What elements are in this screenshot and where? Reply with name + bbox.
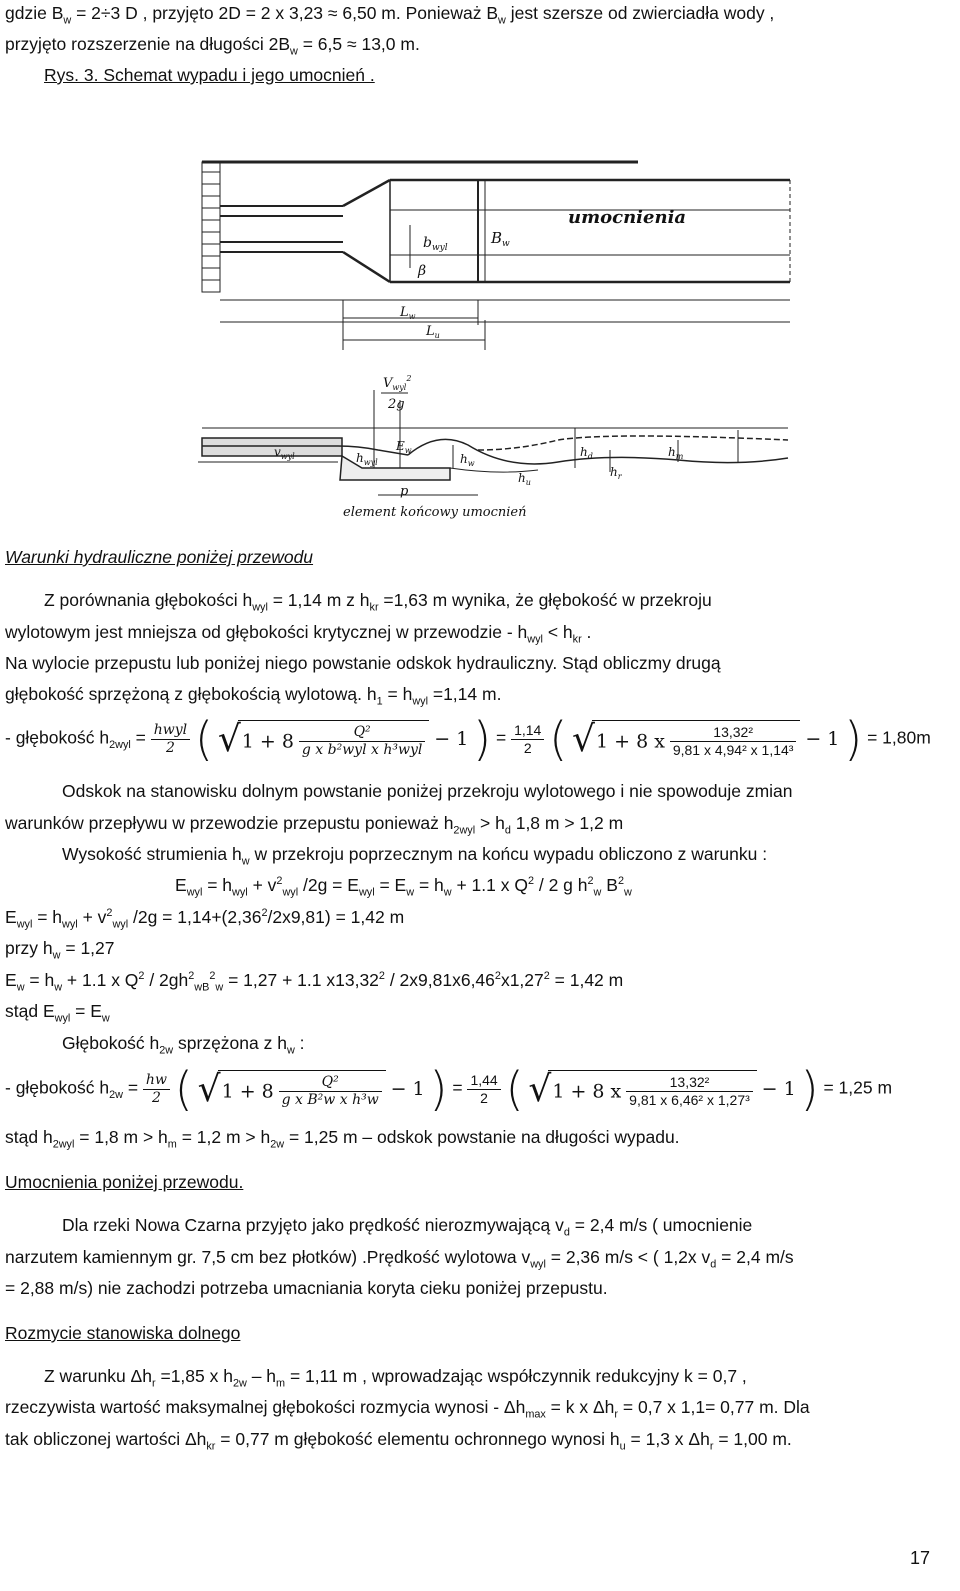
p5-line-3: tak obliczonej wartości $\Delta h_{kr} = 0,77$ m głębokość elementu ochronnego wynosi $h_u = 1,3$ x $\Delta h_r = 1,00$ m. <box>5 1429 792 1453</box>
equation-h2wyl: - głębokość $h_{2wyl}$ = $\frac{\text{hwyl}}{2}$ ( √1 + 8 $\frac{\text{Q²}}{\text{g x b²wyl x h³wyl}}$ − 1 ) = $\frac{1,14}{2}$ ( √1 + 8 x $\frac{\text{13,32²}}{\text{9,81 x 4,94² x 1,14³}}$ − 1 ) = 1,80m <box>5 712 931 766</box>
p1-line-3: Na wylocie przepustu lub poniżej niego powstanie odskok hydrauliczny. Stąd obliczmy drugą <box>5 653 721 673</box>
p1-line-4: głębokość sprzężoną z głębokością wylotową. $h_1 = h_{wyl} =1,14$ m. <box>5 684 502 708</box>
p5-line-1: Z warunku $\Delta h_r =1,85$ x $h_{2w} - h_m = 1,11$ m , wprowadzając współczynnik redukcyjny k = 0,7 , <box>44 1366 747 1390</box>
label-v-wyl: $v_{wyl}$ <box>274 445 295 461</box>
section-heading-reinforcement: Umocnienia poniżej przewodu. <box>5 1172 244 1192</box>
label-umocnienia: umocnienia <box>568 207 687 228</box>
p2-line-1: Odskok na stanowisku dolnym powstanie poniżej przekroju wylotowego i nie spowoduje zmian <box>62 781 793 801</box>
energy-equal-line: stąd $E_{wyl} = E_w$ <box>5 1001 110 1025</box>
label-h-d: $h_d$ <box>580 445 593 461</box>
label-h-w: $h_w$ <box>460 452 475 468</box>
label-velocity-head: $V_{wyl}^2$ <box>383 374 412 392</box>
label-h-m: $h_m$ <box>668 445 684 461</box>
given-hw-line: przy $h_w = 1,27$ <box>5 938 115 962</box>
label-B-w: $B_w$ <box>491 229 510 249</box>
p1-line-2: wylotowym jest mniejsza od głębokości krytycznej w przewodzie - $h_{wyl} < h_{kr}$ . <box>5 622 592 646</box>
page-number: 17 <box>909 1548 930 1568</box>
label-h-wyl: $h_{wyl}$ <box>356 451 378 467</box>
p5-line-2: rzeczywista wartość maksymalnej głębokości rozmycia wynosi - $\Delta h_{max} = k$ x $\Delta h_r = 0,7$ x 1,1= 0,77 m. Dla <box>5 1397 810 1421</box>
intro-line-2: przyjęto rozszerzenie na długości $2B_w = 6,5 \approx 13,0$ m. <box>5 34 420 58</box>
label-L-u: $L_u$ <box>426 324 440 340</box>
label-L-w: $L_w$ <box>400 305 416 321</box>
figure-title: Rys. 3. Schemat wypadu i jego umocnień . <box>44 65 375 85</box>
p3-line-1: stąd $h_{2wyl} = 1,8$ $m > h_m = 1,2$ $m > h_{2w} = 1,25$ m – odskok powstanie na długości wypadu. <box>5 1127 680 1151</box>
p1-line-1: Z porównania głębokości $h_{wyl} = 1,14$ m z $h_{kr} =1,63$ m wynika, że głębokość w przekroju <box>44 590 712 614</box>
p4-line-2: narzutem kamiennym gr. 7,5 cm bez płotków) .Prędkość wylotowa $v_{wyl} = 2,36$ m/s < ( 1,2x $v_d = 2,4$ m/s <box>5 1247 794 1271</box>
intro-line-1: gdzie $B_w = 2\div 3$ D , przyjęto 2D = 2 x 3,23 ≈ 6,50 m. Ponieważ $B_w$ jest szersze od zwierciadła wody , <box>5 3 775 27</box>
label-2g: 2g <box>388 397 405 412</box>
conjugate-depth-line: Głębokość $h_{2w}$ sprzężona z $h_w$ : <box>62 1033 305 1057</box>
equation-h2w: - głębokość $h_{2w}$ = $\frac{hw}{2}$ ( √1 + 8 $\frac{\text{Q²}}{\text{g x B²w x h³w}}$ − 1 ) = $\frac{1,44}{2}$ ( √1 + 8 x $\frac{\text{13,32²}}{\text{9,81 x 6,46² x 1,27³}}$ − 1 ) = 1,25 m <box>5 1062 893 1116</box>
energy-calc-line: $E_{wyl} = h_{wyl} + v^2_{wyl}$ $/2g = 1,14+(2,36^2/2x9,81) = 1,42$ m <box>5 907 405 931</box>
label-beta: β <box>418 263 427 279</box>
p2-line-3: Wysokość strumienia $h_w$ w przekroju poprzecznym na końcu wypadu obliczono z warunku : <box>62 844 768 868</box>
label-h-r: $h_r$ <box>610 465 622 481</box>
label-E-w: $E_w$ <box>396 439 412 455</box>
p4-line-1: Dla rzeki Nowa Czarna przyjęto jako prędkość nierozmywającą $v_d = 2,4$ m/s ( umocnienie <box>62 1215 753 1239</box>
label-b-wyl: $b_{wyl}$ <box>423 235 448 253</box>
figure-caption: element końcowy umocnień <box>343 505 527 520</box>
outlet-scheme-figure <box>178 150 808 530</box>
energy-equation-line: $E_{wyl} = h_{wyl} + v^2_{wyl}$ $/2g = E_{wyl} = E_w = h_w + 1.1$ x $Q^2 / 2$ g $h^2_w$ $B^2_w$ <box>175 875 632 899</box>
section-heading-hydraulic: Warunki hydrauliczne poniżej przewodu <box>5 547 314 567</box>
p2-line-2: warunków przepływu w przewodzie przepustu ponieważ $h_{2wyl} > h_d$ 1,8 m > 1,2 m <box>5 813 624 837</box>
p4-line-3: = 2,88 m/s) nie zachodzi potrzeba umacniania koryta cieku poniżej przepustu. <box>5 1278 608 1298</box>
section-heading-scour: Rozmycie stanowiska dolnego <box>5 1323 241 1343</box>
energy-ew-calc-line: $E_w = h_w + 1.1$ x $Q^2 / 2gh^2_{wB}^2_w = 1,27 + 1.1$ $x13,32^2 / 2x9,81x6,46^2x1,27^2 = 1,42$ m <box>5 970 624 994</box>
label-h-u: $h_u$ <box>518 471 531 487</box>
plan-view <box>202 162 790 350</box>
label-p: p <box>400 484 409 499</box>
profile-view <box>198 390 788 495</box>
